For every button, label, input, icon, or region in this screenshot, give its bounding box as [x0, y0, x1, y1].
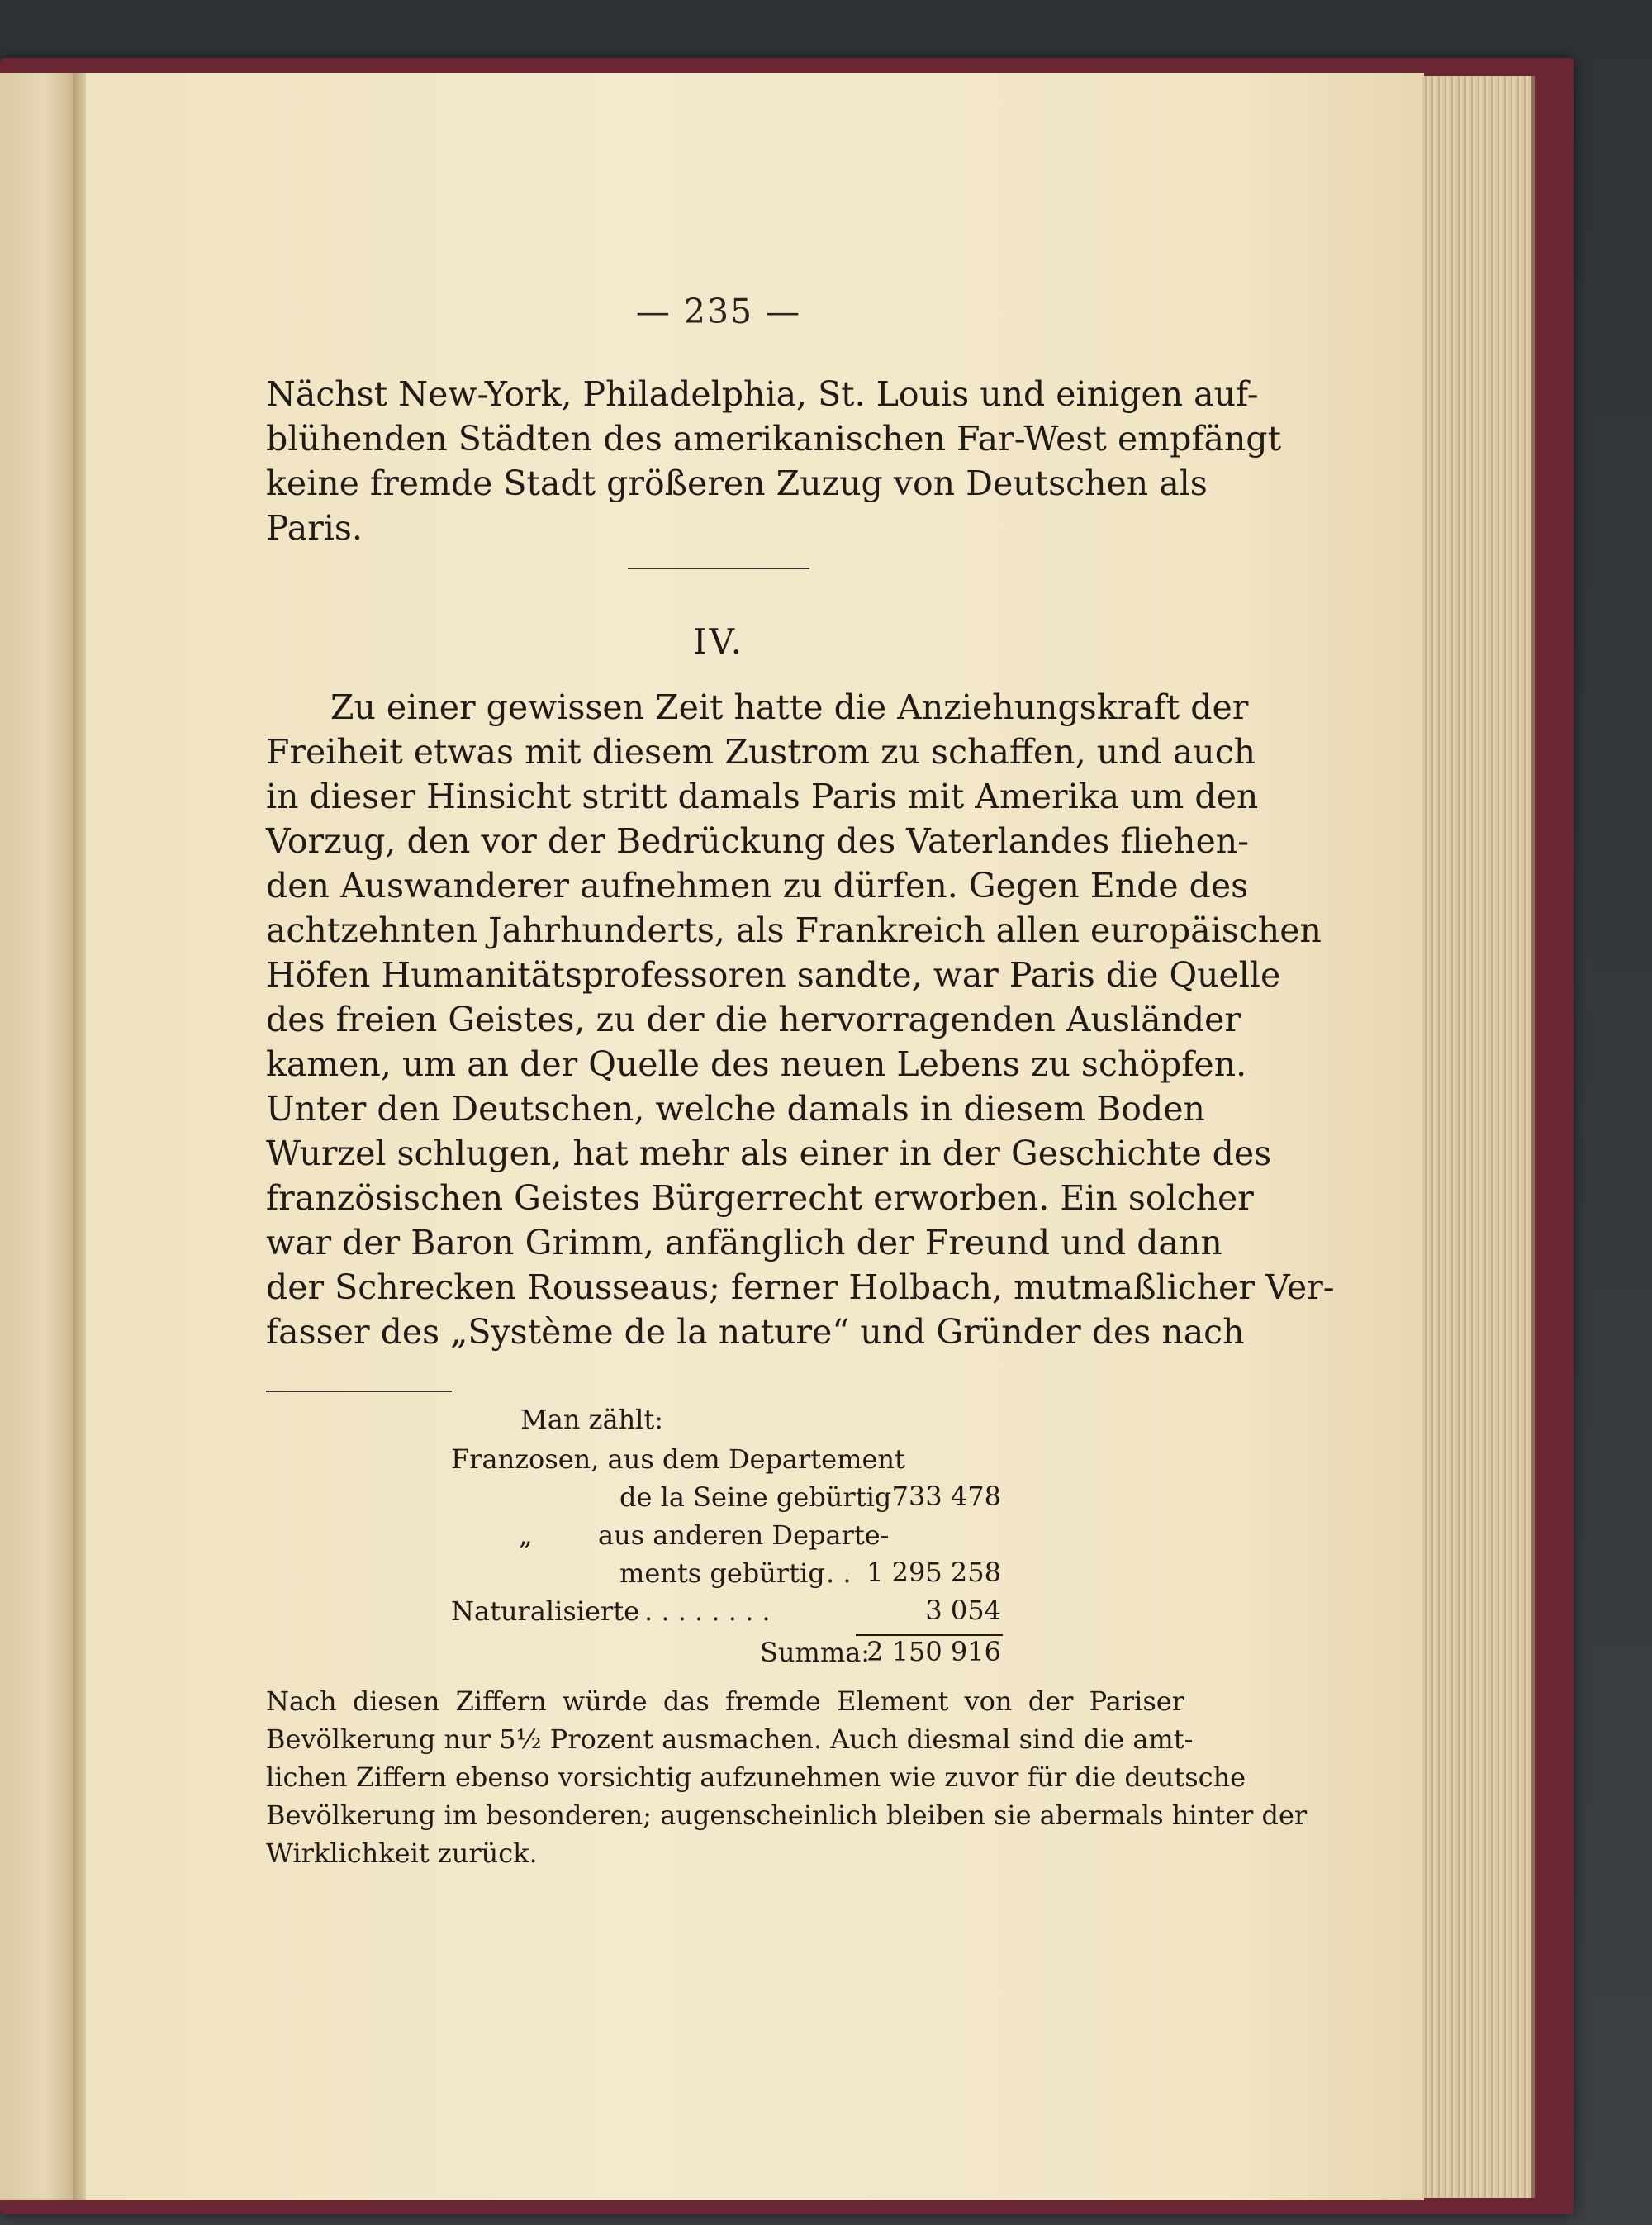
table-value: 1 295 258 [866, 1557, 1001, 1588]
text-line: Unter den Deutschen, welche damals in diesem Boden [266, 1089, 1205, 1129]
text-line: war der Baron Grimm, anfänglich der Freund und dann [266, 1223, 1222, 1262]
text-line: Paris. [266, 508, 363, 548]
text-line: fasser des „Système de la nature“ und Gründer des nach [266, 1312, 1245, 1352]
text-line: Vorzug, den vor der Bedrückung des Vaterlandes fliehen- [266, 821, 1249, 861]
text-line: französischen Geistes Bürgerrecht erworben. Ein solcher [266, 1178, 1254, 1218]
text-line: der Schrecken Rousseaus; ferner Holbach, mutmaßlicher Ver- [266, 1267, 1335, 1307]
page-number: — 235 — [635, 292, 802, 331]
text-line: Nächst New-York, Philadelphia, St. Louis und einigen auf- [266, 374, 1259, 414]
text-line: des freien Geistes, zu der die hervorragenden Ausländer [266, 1000, 1241, 1039]
section-heading: IV. [693, 621, 744, 662]
leader-dots: . . [826, 1557, 852, 1589]
footnote-divider [266, 1391, 452, 1392]
footnote-line: lichen Ziffern ebenso vorsichtig aufzunehmen wie zuvor für die deutsche [266, 1761, 1246, 1793]
text-line: kamen, um an der Quelle des neuen Lebens zu schöpfen. [266, 1044, 1247, 1084]
page-block-edges [1422, 76, 1535, 2198]
text-line: Freiheit etwas mit diesem Zustrom zu schaffen, und auch [266, 732, 1256, 772]
left-page-edge [0, 73, 76, 2200]
section-divider [628, 568, 809, 569]
table-label: ments gebürtig [620, 1557, 825, 1589]
text-line: den Auswanderer aufnehmen zu dürfen. Gegen Ende des [266, 866, 1249, 906]
text-line: Zu einer gewissen Zeit hatte die Anziehungskraft der [330, 687, 1249, 727]
text-line: in dieser Hinsicht stritt damals Paris mit Amerika um den [266, 777, 1259, 816]
sum-value: 2 150 916 [866, 1636, 1001, 1667]
text-line: blühenden Städten des amerikanischen Far-West empfängt [266, 419, 1282, 459]
table-label: aus anderen Departe- [598, 1519, 890, 1551]
table-label: de la Seine gebürtig [620, 1481, 892, 1513]
footnote-line: Bevölkerung nur 5½ Prozent ausmachen. Auch diesmal sind die amt- [266, 1723, 1194, 1755]
footnote-line: Wirklichkeit zurück. [266, 1838, 538, 1869]
footnote-intro: Man zählt: [520, 1404, 664, 1435]
table-label: Franzosen, aus dem Departement [451, 1443, 905, 1475]
footnote-line: Bevölkerung im besonderen; augenscheinlich bleiben sie abermals hinter der [266, 1799, 1308, 1831]
footnote-line: Nach diesen Ziffern würde das fremde Element von der Pariser [266, 1685, 1184, 1717]
table-value: 3 054 [925, 1595, 1001, 1626]
leader-dots: . . . . . . . . [644, 1595, 771, 1627]
sum-label: Summa: [760, 1637, 871, 1668]
table-label: Naturalisierte [451, 1595, 640, 1627]
text-line: Höfen Humanitätsprofessoren sandte, war Paris die Quelle [266, 955, 1281, 995]
text-line: Wurzel schlugen, hat mehr als einer in der Geschichte des [266, 1134, 1272, 1173]
table-value: 733 478 [891, 1481, 1001, 1512]
text-line: achtzehnten Jahrhunderts, als Frankreich allen europäischen [266, 910, 1322, 950]
ditto-mark: „ [519, 1519, 533, 1551]
text-line: keine fremde Stadt größeren Zuzug von Deutschen als [266, 464, 1208, 503]
